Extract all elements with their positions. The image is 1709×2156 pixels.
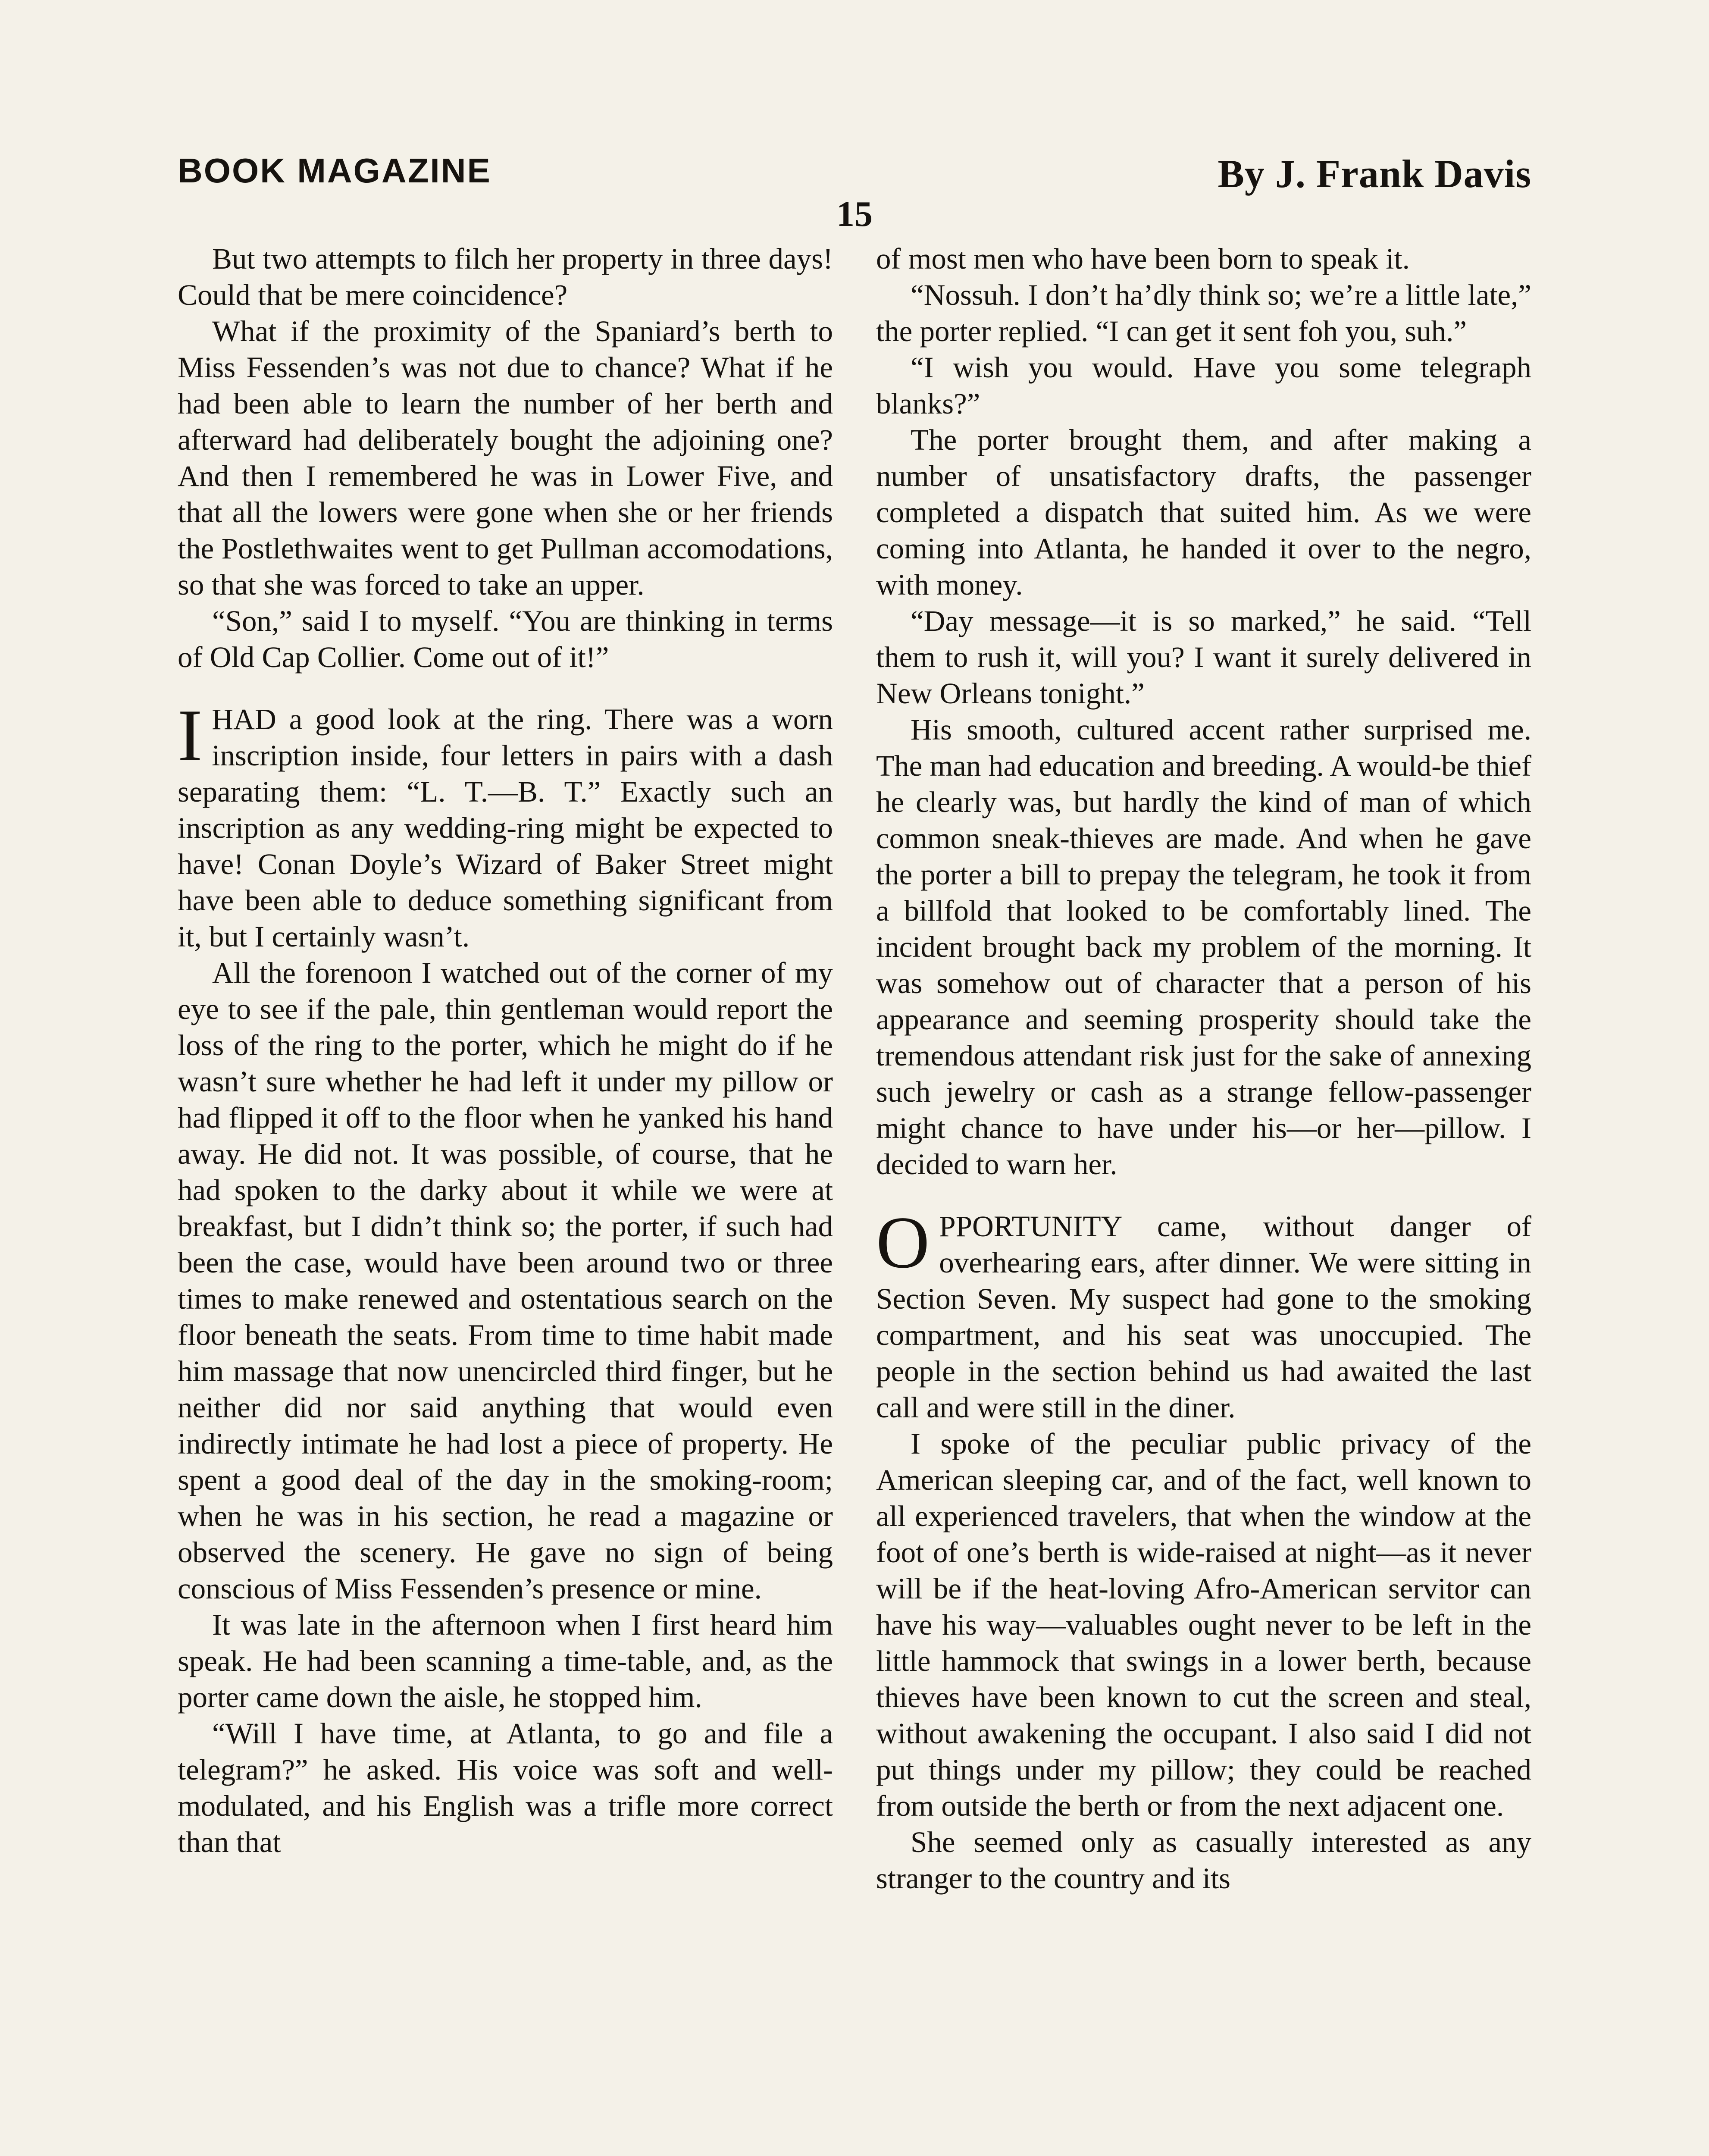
paragraph: It was late in the afternoon when I first heard him speak. He had been scanning a time-table, and, as the porter came down the aisle, he stopped him. bbox=[178, 1608, 833, 1714]
paragraph: She seemed only as casually interested as any stranger to the country and its bbox=[876, 1826, 1531, 1895]
page-number: 15 bbox=[836, 194, 873, 234]
paragraph: “Will I have time, at Atlanta, to go and file a telegram?” he asked. His voice was soft and well-modulated, and his English was a trifle more correct than that bbox=[178, 1717, 833, 1858]
paragraph: What if the proximity of the Spaniard’s berth to Miss Fessenden’s was not due to chance? What if he had been able to learn the number of her berth and afterward had deliberately bought the adjoining one? And then I remembered he was in Lower Five, and that all the lowers were gone when she or her friends the Postlethwaites went to get Pullman accomodations, so that she was forced to take an upper. bbox=[178, 315, 833, 601]
publication-title: BOOK MAGAZINE bbox=[178, 151, 491, 190]
paragraph: “I wish you would. Have you some telegraph blanks?” bbox=[876, 351, 1531, 420]
paragraph-with-dropcap: IHAD a good look at the ring. There was a worn inscription inside, four letters in pairs with a dash separating them: “L. T.—B. T.” Exactly such an inscription as any wedding-ring might be expected to have! Conan Doyle’s Wizard of Baker Street might have been able to deduce something significant from it, but I certainly wasn’t. bbox=[178, 695, 833, 953]
paragraph: “Nossuh. I don’t ha’dly think so; we’re a little late,” the porter replied. “I can get it sent foh you, suh.” bbox=[876, 279, 1531, 348]
right-column bbox=[876, 241, 1531, 1896]
author-byline: By J. Frank Davis bbox=[1218, 152, 1531, 196]
paragraph: “Son,” said I to myself. “You are thinking in terms of Old Cap Collier. Come out of it!” bbox=[178, 605, 833, 674]
drop-cap: I bbox=[178, 695, 203, 777]
left-column bbox=[178, 241, 833, 1860]
paragraph: But two attempts to filch her property in three days! Could that be mere coincidence? bbox=[178, 242, 833, 311]
paragraph: “Day message—it is so marked,” he said. “Tell them to rush it, will you? I want it surely delivered in New Orleans tonight.” bbox=[876, 605, 1531, 710]
paragraph: His smooth, cultured accent rather surprised me. The man had education and breeding. A would-be thief he clearly was, but hardly the kind of man of which common sneak-thieves are made. And when he gave the porter a bill to prepay the telegram, he took it from a billfold that looked to be comfortably lined. The incident brought back my problem of the morning. It was somehow out of character that a person of his appearance and seeming prosperity should take the tremendous attendant risk just for the sake of annexing such jewelry or cash as a strange fellow-passenger might chance to have under his—or her—pillow. I decided to warn her. bbox=[876, 713, 1531, 1181]
paragraph: I spoke of the peculiar public privacy of the American sleeping car, and of the fact, well known to all experienced travelers, that when the window at the foot of one’s berth is wide-raised at night—as it never will be if the heat-loving Afro-American servitor can have his way—valuables ought never to be left in the little hammock that swings in a lower berth, because thieves have been known to cut the screen and steal, without awakening the occupant. I also said I did not put things under my pillow; they could be reached from outside the berth or from the next adjacent one. bbox=[876, 1427, 1531, 1822]
section-break bbox=[178, 675, 833, 701]
paragraph: All the forenoon I watched out of the corner of my eye to see if the pale, thin gentleman would report the loss of the ring to the porter, which he might do if he wasn’t sure whether he had left it under my pillow or had flipped it off to the floor when he yanked his hand away. He did not. It was possible, of course, that he had spoken to the darky about it while we were at breakfast, but I didn’t think so; the porter, if such had been the case, would have been around two or three times to make renewed and ostentatious search on the floor beneath the seats. From time to time habit made him massage that now unencircled third finger, but he neither did nor said anything that would even indirectly intimate he had lost a piece of property. He spent a good deal of the day in the smoking-room; when he was in his section, he read a magazine or observed the scenery. He gave no sign of being conscious of Miss Fessenden’s presence or mine. bbox=[178, 956, 833, 1605]
drop-cap: O bbox=[876, 1202, 930, 1284]
paragraph: of most men who have been born to speak it. bbox=[876, 242, 1410, 275]
section-break bbox=[876, 1182, 1531, 1208]
paragraph: The porter brought them, and after making a number of unsatisfactory drafts, the passenger completed a dispatch that suited him. As we were coming into Atlanta, he handed it over to the negro, with money. bbox=[876, 423, 1531, 601]
paragraph-with-dropcap: OPPORTUNITY came, without danger of overhearing ears, after dinner. We were sitting in Section Seven. My suspect had gone to the smoking compartment, and his seat was unoccupied. The people in the section behind us had awaited the last call and were still in the diner. bbox=[876, 1202, 1531, 1424]
